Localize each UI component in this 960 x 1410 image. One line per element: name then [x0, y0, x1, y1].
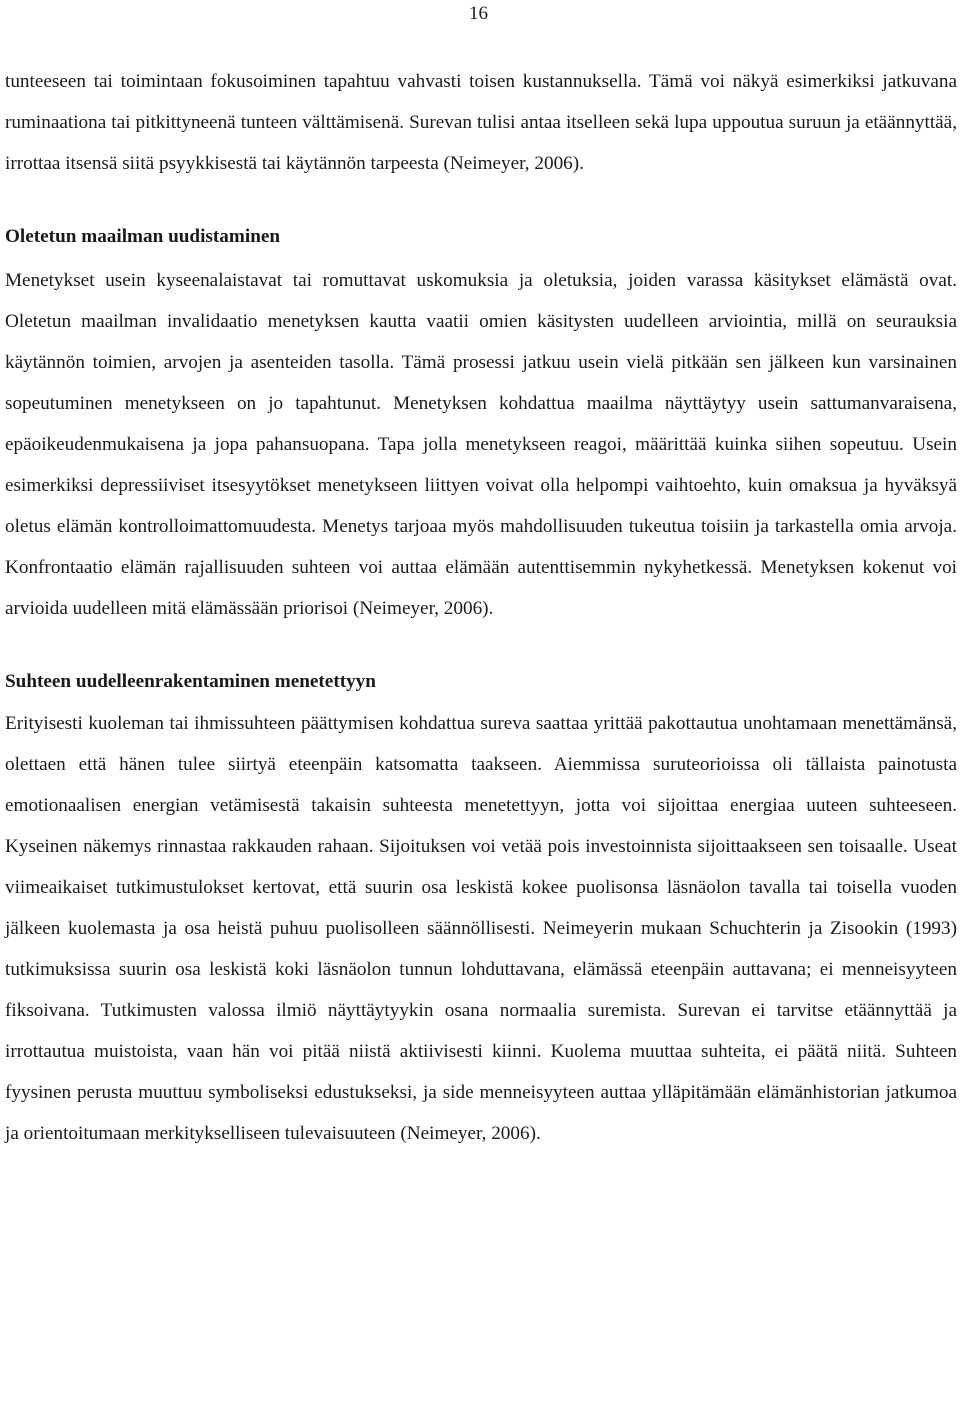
paragraph-relationship-reconstruction: Erityisesti kuoleman tai ihmissuhteen päättymisen kohdattua sureva saattaa yrittää pakottautua unohtamaan menettämänsä, olettaen että hänen tulee siirtyä eteenpäin katsomatta taakseen. Aiemmissa suruteorioissa oli tällaista painotusta emotionaalisen energian vetämisestä takaisin suhteesta menetettyyn, jotta voi sijoittaa energiaa uuteen suhteeseen. Kyseinen näkemys rinnastaa rakkauden rahaan. Sijoituksen voi vetää pois investoinnista sijoittaakseen sen toisaalle. Useat viimeaikaiset tutkimustulokset kertovat, että suurin osa leskistä kokee puolisonsa läsnäolon tavalla tai toisella vuoden jälkeen kuolemasta ja osa heistä puhuu puolisolleen säännöllisesti. Neimeyerin mukaan Schuchterin ja Zisookin (1993) tutkimuksissa suurin osa leskistä koki läsnäolon tunnun lohduttavana, elämässä eteenpäin auttavana; ei menneisyyteen fiksoivana. Tutkimusten valossa ilmiö näyttäytyykin osana normaalia suremista. Surevan ei tarvitse etäännyttää ja irrottautua muistoista, vaan hän voi pitää niistä aktiivisesti kiinni. Kuolema muuttaa suhteita, ei päätä niitä. Suhteen fyysinen perusta muuttuu symboliseksi edustukseksi, ja side menneisyyteen auttaa ylläpitämään elämänhistorian jatkumoa ja orientoitumaan merkitykselliseen tulevaisuuteen (Neimeyer, 2006).: [5, 713, 957, 1144]
section-heading-relationship-reconstruction: Suhteen uudelleenrakentaminen menetettyyn: [5, 671, 376, 692]
page-number: 16: [469, 3, 488, 24]
document-body: [5, 61, 957, 1154]
paragraph-intro: tunteeseen tai toimintaan fokusoiminen tapahtuu vahvasti toisen kustannuksella. Tämä voi näkyä esimerkiksi jatkuvana ruminaationa tai pitkittyneenä tunteen välttämisenä. Surevan tulisi antaa itselleen sekä lupa uppoutua suruun ja etäännyttää, irrottaa itsensä siitä psyykkisestä tai käytännön tarpeesta (Neimeyer, 2006).: [5, 71, 957, 174]
paragraph-assumptive-world: Menetykset usein kyseenalaistavat tai romuttavat uskomuksia ja oletuksia, joiden varassa käsitykset elämästä ovat. Oletetun maailman invalidaatio menetyksen kautta vaatii omien käsitysten uudelleen arviointia, millä on seurauksia käytännön toimien, arvojen ja asenteiden tasolla. Tämä prosessi jatkuu usein vielä pitkään sen jälkeen kun varsinainen sopeutuminen menetykseen on jo tapahtunut. Menetyksen kohdattua maailma näyttäytyy usein sattumanvaraisena, epäoikeudenmukaisena ja jopa pahansuopana. Tapa jolla menetykseen reagoi, määrittää kuinka siihen sopeutuu. Usein esimerkiksi depressiiviset itsesyytökset menetykseen liittyen voivat olla helpompi vaihtoehto, kuin omaksua ja hyväksyä oletus elämän kontrolloimattomuudesta. Menetys tarjoaa myös mahdollisuuden tukeutua toisiin ja tarkastella omia arvoja. Konfrontaatio elämän rajallisuuden suhteen voi auttaa elämään autenttisemmin nykyhetkessä. Menetyksen kokenut voi arvioida uudelleen mitä elämässään priorisoi (Neimeyer, 2006).: [5, 270, 957, 619]
section-heading-assumptive-world: Oletetun maailman uudistaminen: [5, 226, 281, 247]
